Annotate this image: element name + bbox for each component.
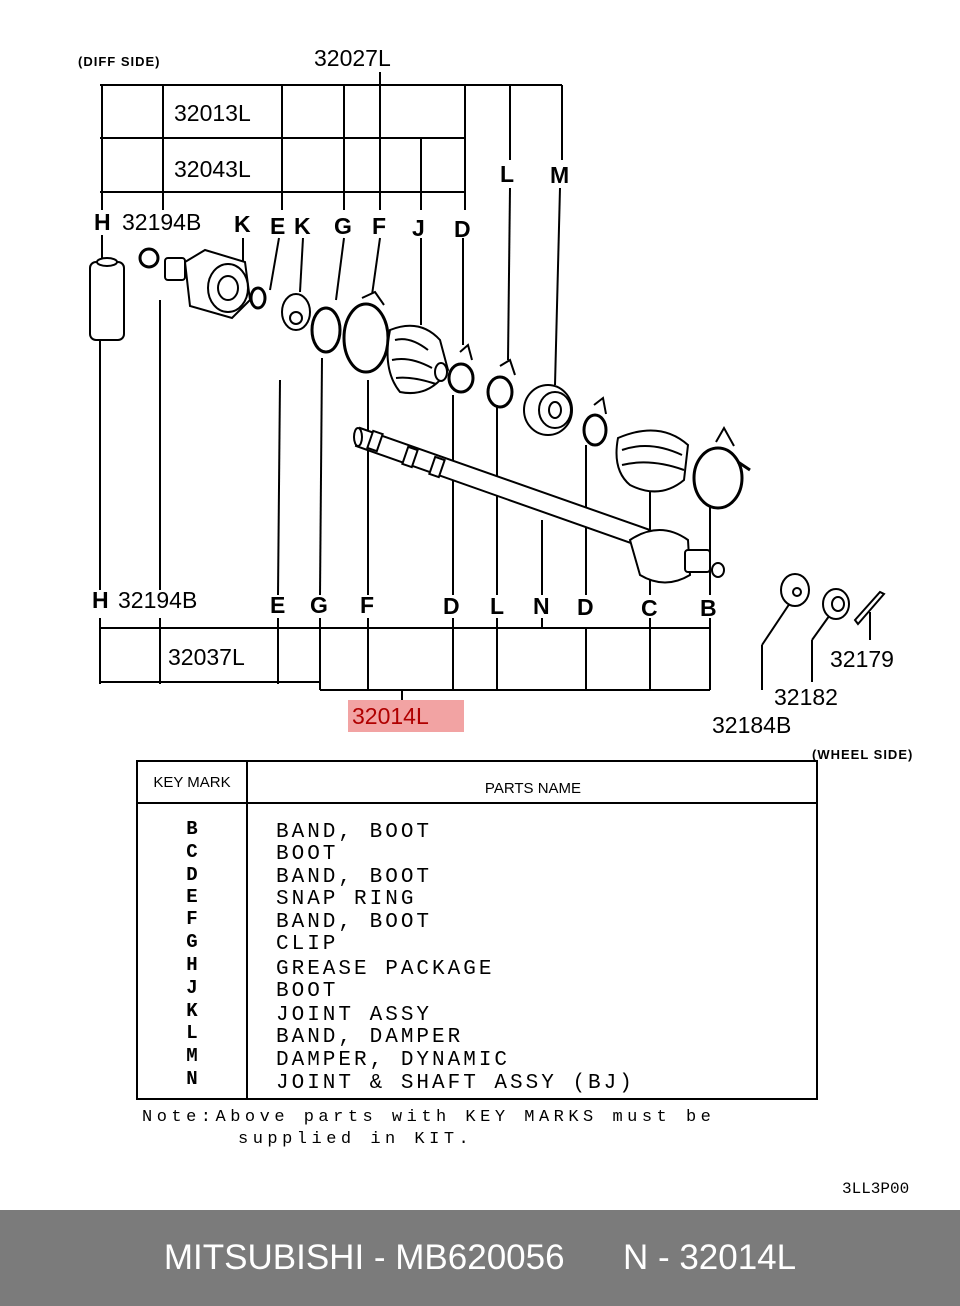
part-number-32013L: 32013L bbox=[174, 100, 251, 126]
callout-g-lower: G bbox=[310, 592, 328, 618]
table-row-name: SNAP RING bbox=[276, 888, 417, 911]
table-row-key: N bbox=[186, 1068, 198, 1090]
table-row-name: BAND, BOOT bbox=[276, 821, 433, 844]
callout-n-lower: N bbox=[533, 593, 550, 619]
kit-note-line-2: supplied in KIT. bbox=[238, 1130, 474, 1149]
callout-c-lower: C bbox=[641, 595, 658, 621]
callout-f-upper: F bbox=[372, 213, 387, 239]
table-row-key: J bbox=[186, 977, 198, 999]
table-row-key: E bbox=[186, 886, 198, 908]
callout-l-upper: L bbox=[500, 161, 515, 187]
footer-separator: - bbox=[364, 1238, 396, 1277]
table-row-name: JOINT & SHAFT ASSY (BJ) bbox=[276, 1072, 635, 1095]
parts-name-header: PARTS NAME bbox=[484, 780, 582, 797]
table-row-key: D bbox=[186, 864, 198, 886]
callout-e-lower: E bbox=[270, 592, 286, 618]
part-number-32179: 32179 bbox=[830, 646, 894, 672]
table-row-name: BAND, DAMPER bbox=[276, 1026, 464, 1049]
callout-h-upper: H bbox=[94, 209, 111, 235]
callout-h-lower: H bbox=[92, 587, 109, 613]
callout-b-lower: B bbox=[700, 595, 717, 621]
table-row-key: M bbox=[186, 1045, 198, 1067]
table-row-name: BAND, BOOT bbox=[276, 911, 433, 934]
table-row-key: K bbox=[186, 1000, 198, 1022]
table-row-name: BAND, BOOT bbox=[276, 866, 433, 889]
table-row-name: DAMPER, DYNAMIC bbox=[276, 1049, 511, 1072]
table-row-name: CLIP bbox=[276, 933, 339, 956]
table-divider-vertical bbox=[246, 762, 248, 1098]
table-row-name: BOOT bbox=[276, 980, 339, 1003]
table-row-key: L bbox=[186, 1022, 198, 1044]
part-number-32043L: 32043L bbox=[174, 156, 251, 182]
callout-k-upper-2: K bbox=[294, 213, 311, 239]
callout-d-upper: D bbox=[454, 216, 471, 242]
wheel-side-label: (WHEEL SIDE) bbox=[812, 747, 914, 762]
callout-g-upper: G bbox=[334, 213, 352, 239]
table-row-name: JOINT ASSY bbox=[276, 1004, 433, 1027]
kit-note-line-1: Note:Above parts with KEY MARKS must be bbox=[142, 1108, 716, 1127]
diff-side-label: (DIFF SIDE) bbox=[78, 54, 161, 69]
callout-d-lower-1: D bbox=[443, 593, 460, 619]
part-number-32037L: 32037L bbox=[168, 644, 245, 670]
diagram-code: 3LL3P00 bbox=[842, 1180, 910, 1198]
callout-32194b-lower: 32194B bbox=[118, 587, 198, 613]
part-info-footer bbox=[0, 1210, 960, 1306]
key-mark-header: KEY MARK bbox=[153, 774, 231, 791]
table-divider-horizontal bbox=[138, 802, 816, 804]
callout-e-upper: E bbox=[270, 213, 286, 239]
table-row-name: GREASE PACKAGE bbox=[276, 958, 495, 981]
part-number-32184B: 32184B bbox=[712, 712, 792, 738]
table-row-key: B bbox=[186, 818, 198, 840]
footer-gap bbox=[565, 1238, 623, 1278]
footer-reference: N - 32014L bbox=[622, 1238, 797, 1277]
callout-j-upper: J bbox=[412, 215, 425, 241]
callout-k-upper-1: K bbox=[234, 211, 251, 237]
callout-l-lower: L bbox=[490, 593, 505, 619]
part-number-32014L: 32014L bbox=[352, 703, 429, 729]
callout-d-lower-2: D bbox=[577, 594, 594, 620]
table-row-key: F bbox=[186, 908, 198, 930]
parts-table bbox=[136, 760, 818, 1100]
table-row-key: H bbox=[186, 954, 198, 976]
part-number-32027L: 32027L bbox=[314, 45, 391, 71]
callout-f-lower: F bbox=[360, 592, 375, 618]
callout-m-upper: M bbox=[550, 162, 570, 188]
table-row-name: BOOT bbox=[276, 843, 339, 866]
footer-part-number: MB620056 bbox=[395, 1238, 565, 1277]
part-number-32182: 32182 bbox=[774, 684, 838, 710]
table-row-key: G bbox=[186, 931, 198, 953]
table-row-key: C bbox=[186, 841, 198, 863]
footer-brand: MITSUBISHI bbox=[163, 1238, 365, 1277]
callout-32194b-upper: 32194B bbox=[122, 209, 202, 235]
